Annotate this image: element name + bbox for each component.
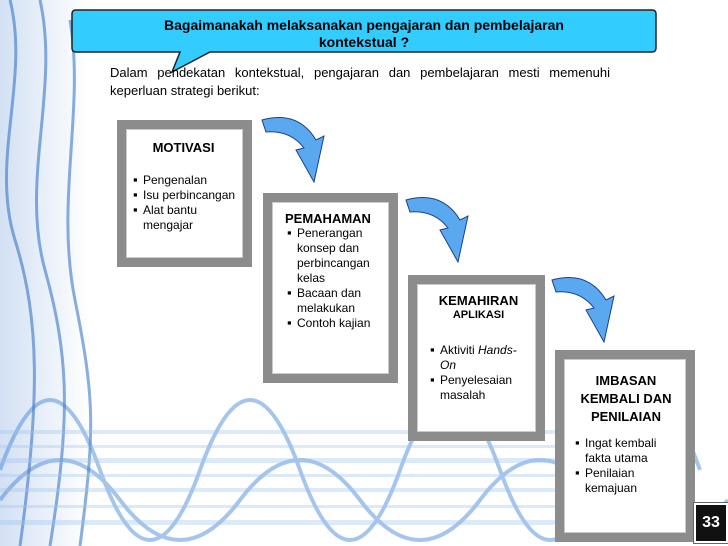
- intro-text: Dalam pendekatan kontekstual, pengajaran dan pembelajaran mesti memenuhi keperluan strategi berikut:: [110, 65, 610, 98]
- curved-arrow-down-icon: [258, 110, 328, 195]
- list-item: ▪ Penyelesaian masalah: [428, 373, 529, 403]
- imbasan-box: [555, 350, 695, 542]
- box-title: KEMAHIRAN: [438, 293, 519, 308]
- motivasi-box: [117, 120, 252, 267]
- list-item: ▪ Penerangan konsep dan perbincangan kelas: [285, 226, 382, 286]
- list-item: ▪ Bacaan dan melakukan: [285, 286, 382, 316]
- curved-arrow-down-icon: [548, 270, 618, 355]
- list-item: [428, 343, 529, 373]
- list-item: ▪ Alat bantu mengajar: [131, 203, 236, 233]
- list-item: ▪ Ingat kembali fakta utama: [573, 436, 679, 466]
- title-line-2: kontekstual ?: [318, 34, 410, 50]
- box-title: PEMAHAMAN: [285, 211, 371, 226]
- curved-arrow-down-icon: [402, 190, 472, 275]
- list-item: ▪ Contoh kajian: [285, 316, 382, 331]
- list-item: ▪ Isu perbincangan: [131, 188, 236, 203]
- list-item-text: Aktiviti: [440, 343, 479, 357]
- box-title: MOTIVASI: [152, 140, 215, 155]
- list-item: ▪ Penilaian kemajuan: [573, 466, 679, 496]
- box-subtitle: APLIKASI: [452, 309, 505, 321]
- title-callout: [70, 8, 658, 54]
- title-line-1: Bagaimanakah melaksanakan pengajaran dan pembelajaran: [164, 17, 564, 33]
- list-item-emphasis: Hands-On: [440, 343, 517, 372]
- box-title: IMBASAN KEMBALI DAN PENILAIAN: [580, 373, 672, 424]
- kemahiran-box: [408, 275, 545, 441]
- list-item: ▪ Pengenalan: [131, 173, 236, 188]
- page-number-badge: 33: [694, 503, 728, 543]
- pemahaman-box: [263, 193, 398, 383]
